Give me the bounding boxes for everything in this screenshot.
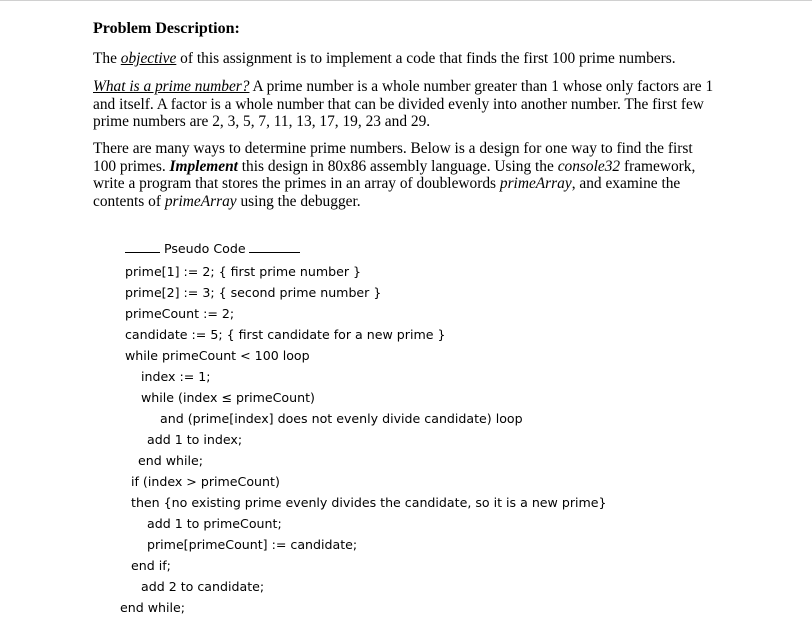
array-name-1: primeArray <box>499 175 572 192</box>
code-line: end while; <box>138 453 203 468</box>
code-line: add 1 to primeCount; <box>147 516 282 531</box>
code-line: then {no existing prime evenly divides the candidate, so it is a new prime} <box>131 495 607 510</box>
objective-paragraph <box>93 50 719 68</box>
top-divider <box>0 0 812 1</box>
code-line: end if; <box>131 558 171 573</box>
code-line: while (index ≤ primeCount) <box>141 390 315 405</box>
code-line: if (index > primeCount) <box>131 474 280 489</box>
design-text-1: There are many ways to determine prime numbers. Below is a design for one way to find the first 100 primes. <box>93 140 693 175</box>
objective-term: objective <box>120 50 177 67</box>
design-text-5: using the debugger. <box>236 192 361 210</box>
code-line: candidate := 5; { first candidate for a new prime } <box>125 327 446 342</box>
prime-question: What is a prime number? <box>93 78 250 95</box>
implement-keyword: Implement <box>169 157 238 175</box>
title-rule-left <box>125 251 160 253</box>
design-text-4: , and examine the contents of <box>93 175 681 210</box>
design-paragraph <box>93 140 719 210</box>
code-line: add 2 to candidate; <box>141 579 265 594</box>
pseudo-code-title-row <box>125 241 300 257</box>
code-line: add 1 to index; <box>147 432 243 447</box>
code-line: while primeCount < 100 loop <box>125 348 310 363</box>
prime-definition-paragraph <box>93 78 719 131</box>
design-text-3: framework, write a program that stores the primes in an array of doublewords <box>93 157 696 192</box>
framework-name: console32 <box>557 157 621 175</box>
prime-definition-text: A prime number is a whole number greater than 1 whose only factors are 1 and itself. A factor is a whole number that can be divided evenly into another number. The first few prime numbers are 2, 3, 5, 7, 11, 13, 17, 19, 23 and 29. <box>93 78 714 130</box>
pseudo-code-title: Pseudo Code <box>164 241 246 256</box>
code-line: prime[2] := 3; { second prime number } <box>125 285 382 300</box>
design-text-2: this design in 80x86 assembly language. Using the <box>237 157 558 175</box>
code-line: and (prime[index] does not evenly divide candidate) loop <box>160 411 523 426</box>
code-line: index := 1; <box>141 369 211 384</box>
code-line: primeCount := 2; <box>125 306 235 321</box>
code-line: prime[1] := 2; { first prime number } <box>125 264 362 279</box>
title-rule-right <box>249 251 300 253</box>
objective-suffix: of this assignment is to implement a code that finds the first 100 prime numbers. <box>176 50 676 67</box>
code-line: end while; <box>120 600 185 615</box>
objective-prefix: The <box>93 50 121 67</box>
code-line: prime[primeCount] := candidate; <box>147 537 358 552</box>
array-name-2: primeArray <box>164 192 237 210</box>
problem-heading: Problem Description: <box>93 20 240 37</box>
